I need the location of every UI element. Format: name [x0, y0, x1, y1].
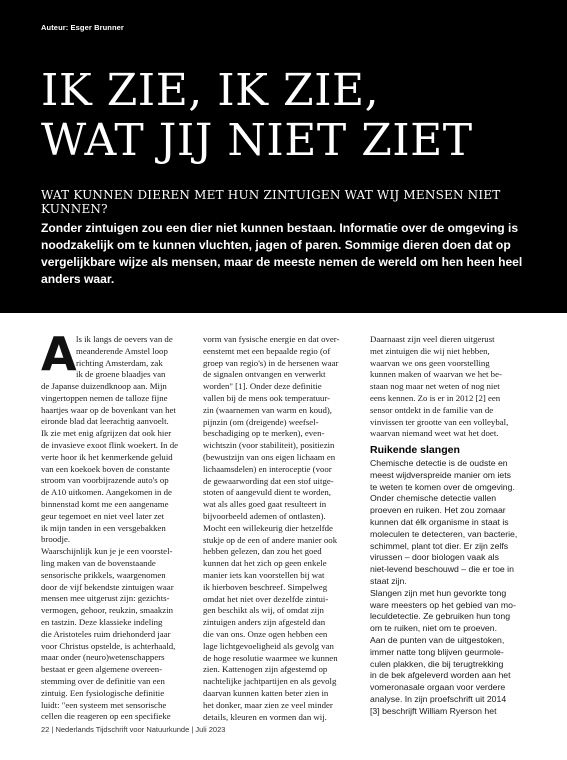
text-line: groep van regio's) in de hersenen waar: [203, 357, 339, 368]
text-line: proeven en ruiken. Het zou zomaar: [370, 505, 506, 516]
article-subtitle: WAT KUNNEN DIEREN MET HUN ZINTUIGEN WAT WIJ MENSEN NIET KUNNEN?: [41, 188, 501, 216]
drop-cap: A: [41, 327, 77, 381]
text-line: de invasieve exoot flink woekert. In de: [41, 439, 179, 450]
text-line: Daarnaast zijn veel dieren uitgerust: [370, 334, 495, 344]
author-line: Auteur: Esger Brunner: [41, 23, 124, 32]
text-line: virussen – door biologen vaak als: [370, 552, 499, 563]
text-line: wat als alles goed gaat resulteert in: [203, 499, 327, 510]
text-line: moleculen te detecteren, van bacterie,: [370, 528, 518, 539]
lead-line: vergelijkbare wijze als mensen, maar de meeste nemen de wereld om hen heen heel: [41, 255, 523, 269]
text-line: Chemische detectie is de oudste en: [370, 458, 508, 468]
text-line: culen plakken, die bij terugtrekking: [370, 658, 504, 669]
text-line: Waarschijnlijk kun je je een voorstel-: [41, 546, 173, 557]
text-line: sensorische prikkels, waargenomen: [41, 569, 166, 580]
text-line: stemming over de definitie van een: [41, 675, 165, 686]
article-header: [0, 0, 567, 313]
text-line: stoten of aangevuld dient te worden,: [203, 487, 332, 498]
text-line: zintuig. Een fysiologische definitie: [41, 687, 165, 698]
text-line: de A10 uitkomen. Aangekomen in de: [41, 487, 172, 498]
text-line: cellen die reageren op een specifieke: [41, 711, 171, 722]
text-line: vallen bij de mens ook temperatuur-: [203, 392, 331, 403]
text-line: staat zijn.: [370, 575, 407, 586]
text-line: die Aristoteles ruim driehonderd jaar: [41, 628, 171, 639]
article-title: [41, 66, 473, 166]
text-line: eenstemt met een bepaalde regio (of: [203, 345, 331, 356]
text-line: om te ruiken, niet om te proeven.: [370, 623, 497, 634]
text-line: vinvissen ter grootte van een volleybal,: [370, 416, 509, 427]
title-line: WAT JIJ NIET ZIET: [41, 115, 473, 166]
lead-line: Zonder zintuigen zou een dier niet kunnen bestaan. Informatie over de omgeving is: [41, 221, 519, 235]
text-line: wichtszin (voor stabiliteit), positiezin: [203, 440, 335, 451]
text-line: broodje.: [41, 534, 71, 545]
text-line: leculdetectie. Ze gebruiken hun tong: [370, 611, 511, 622]
text-line: pijnzin (om (dreigende) weefsel-: [203, 416, 319, 427]
text-line: in de bek afgeleverd worden aan het: [370, 670, 511, 681]
text-line: stroom van voorbijrazende auto's op: [41, 475, 169, 486]
text-line: stukje op de een of andere manier ook: [203, 534, 338, 545]
text-line: manier iets kan voorstellen bij wat: [203, 569, 325, 580]
text-line: Ik zie met enig afgrijzen dat ook hier: [41, 428, 172, 439]
text-line: ik mijn tanden in een versgebakken: [41, 522, 166, 533]
text-line: waarvan niemand weet wat het doet.: [370, 428, 499, 439]
text-line: beschadiging op te merken), even-: [203, 428, 325, 439]
text-line: mensen mee uitgerust zijn: gezichts-: [41, 593, 170, 604]
text-line: vingertoppen nemen de talloze fijne: [41, 392, 168, 403]
lead-line: anders waar.: [41, 272, 115, 286]
text-line: nachtelijke jachtpartijen en als gevolg: [203, 676, 337, 687]
text-line: immer natte tong blijven geurmole-: [370, 646, 504, 657]
title-line: IK ZIE, IK ZIE,: [41, 65, 380, 116]
text-line: Onder chemische detectie vallen: [370, 493, 497, 504]
text-line: details, kleuren en vormen dan wij.: [203, 711, 327, 722]
text-line: meanderende Amstel loop: [76, 345, 168, 356]
text-line: kunnen dat élk organisme in staat is: [370, 516, 509, 527]
text-line: Mocht een willekeurig dier hetzelfde: [203, 522, 333, 533]
text-line: verte hoor ik het kenmerkende geluid: [41, 451, 173, 462]
text-line: zintuigen anders zijn afgesteld dan: [203, 617, 326, 628]
text-line: schimmel, plant tot dier. Er zijn zelfs: [370, 540, 509, 551]
text-line: vomeronasale orgaan voor verdere: [370, 682, 506, 693]
text-line: het donker, maar zien ze veel minder: [203, 699, 333, 710]
text-line: te weten te komen over de omgeving.: [370, 481, 515, 492]
text-line: kunnen dat het zich op geen enkele: [203, 558, 327, 569]
text-line: luidt: "een systeem met sensorische: [41, 699, 167, 710]
text-line: staan nog maar net weten of nog niet: [370, 381, 500, 392]
text-line: bijvoorbeeld ademen of ontlasten).: [203, 510, 326, 521]
lead-paragraph: [41, 220, 536, 288]
text-line: die van ons. Onze ogen hebben een: [203, 628, 328, 639]
lead-line: noodzakelijk om te kunnen vluchten, jagen of paren. Sommige dieren doen dat op: [41, 238, 511, 252]
text-line: ling maken van de bovenstaande: [41, 557, 156, 568]
text-line: eens kennen. Zo is er in 2012 [2] een: [370, 392, 501, 403]
text-line: hebben gelezen, dan zou het goed: [203, 546, 322, 557]
text-line: geur tegemoet en niet veel later zet: [41, 510, 165, 521]
text-line: van een koekoek boven de constante: [41, 463, 170, 474]
text-line: voor Christus opstelde, is achterhaald,: [41, 640, 176, 651]
text-line: sensor ontdekt in de familie van de: [370, 404, 494, 415]
text-line: door de vijf bekendste zintuigen waar: [41, 581, 174, 592]
text-line: eironde blad dat leerachtig aanvoelt.: [41, 416, 169, 427]
column-1-body: [41, 381, 196, 723]
text-line: lage lichtgevoeligheid als gevolg van: [203, 640, 334, 651]
text-line: [3] beschrijft William Ryerson het: [370, 705, 497, 716]
text-line: bestaat er geen algemene overeen-: [41, 664, 163, 675]
text-line: (bewustzijn van ons eigen lichaam en: [203, 451, 336, 462]
text-line: Slangen zijn met hun gevorkte tong: [370, 587, 507, 598]
text-line: worden" [1]. Onder deze definitie: [203, 381, 322, 392]
text-line: de signalen ontvangen en verwerkt: [203, 369, 326, 380]
text-line: richting Amsterdam, zak: [76, 357, 163, 368]
text-line: vermogen, gehoor, reukzin, smaakzin: [41, 605, 174, 616]
text-line: en tastzin. Deze klassieke indeling: [41, 616, 163, 627]
section-heading: Ruikende slangen: [370, 444, 460, 456]
text-line: Aan de punten van de uitgestoken,: [370, 634, 505, 645]
text-line: maar onder (neuro)wetenschappers: [41, 652, 165, 663]
text-line: zin (waarnemen van warm en koud),: [203, 404, 332, 415]
text-line: kunnen maken of waarvan we het be-: [370, 369, 502, 380]
text-line: gen beschikt als wij, of omdat zijn: [203, 605, 324, 616]
text-line: analyse. In zijn proefschrift uit 2014: [370, 693, 507, 704]
text-line: ik hierboven beschreef. Simpelweg: [203, 581, 328, 592]
text-line: de Japanse duizendknoop aan. Mijn: [41, 381, 167, 391]
text-line: daarvan kunnen katten beter zien in: [203, 687, 329, 698]
text-line: haartjes waar op de bovenkant van het: [41, 404, 176, 415]
text-line: waarvan we ons geen voorstelling: [370, 357, 490, 368]
text-line: meest wijdverspreide manier om iets: [370, 469, 511, 480]
text-line: de hoge resolutie waarmee we kunnen: [203, 652, 338, 663]
text-line: niet-levend beschouwd – die er toe in: [370, 564, 514, 575]
column-1-intro: [76, 334, 196, 381]
text-line: omdat het niet over dezelfde zintui-: [203, 593, 329, 604]
text-line: vorm van fysische energie en dat over-: [203, 334, 340, 344]
text-line: ls ik langs de oevers van de: [76, 334, 173, 344]
text-line: ik de groene blaadjes van: [76, 369, 166, 380]
text-line: binnenstad komt me een aangename: [41, 498, 169, 509]
text-line: ware meesters op het gebied van mo-: [370, 599, 516, 610]
text-line: lichaamsdelen) en interoceptie (voor: [203, 463, 332, 474]
text-line: de gewaarwording dat een stof uitge-: [203, 475, 334, 486]
page-footer: 22 | Nederlands Tijdschrift voor Natuurkunde | Juli 2023: [41, 725, 226, 734]
column-2-body: [203, 334, 363, 723]
text-line: zien. Kattenogen zijn afgestemd op: [203, 664, 328, 675]
text-line: met zintuigen die wij niet hebben,: [370, 345, 490, 356]
column-3-intro: [370, 334, 528, 440]
column-3-body: [370, 458, 528, 718]
